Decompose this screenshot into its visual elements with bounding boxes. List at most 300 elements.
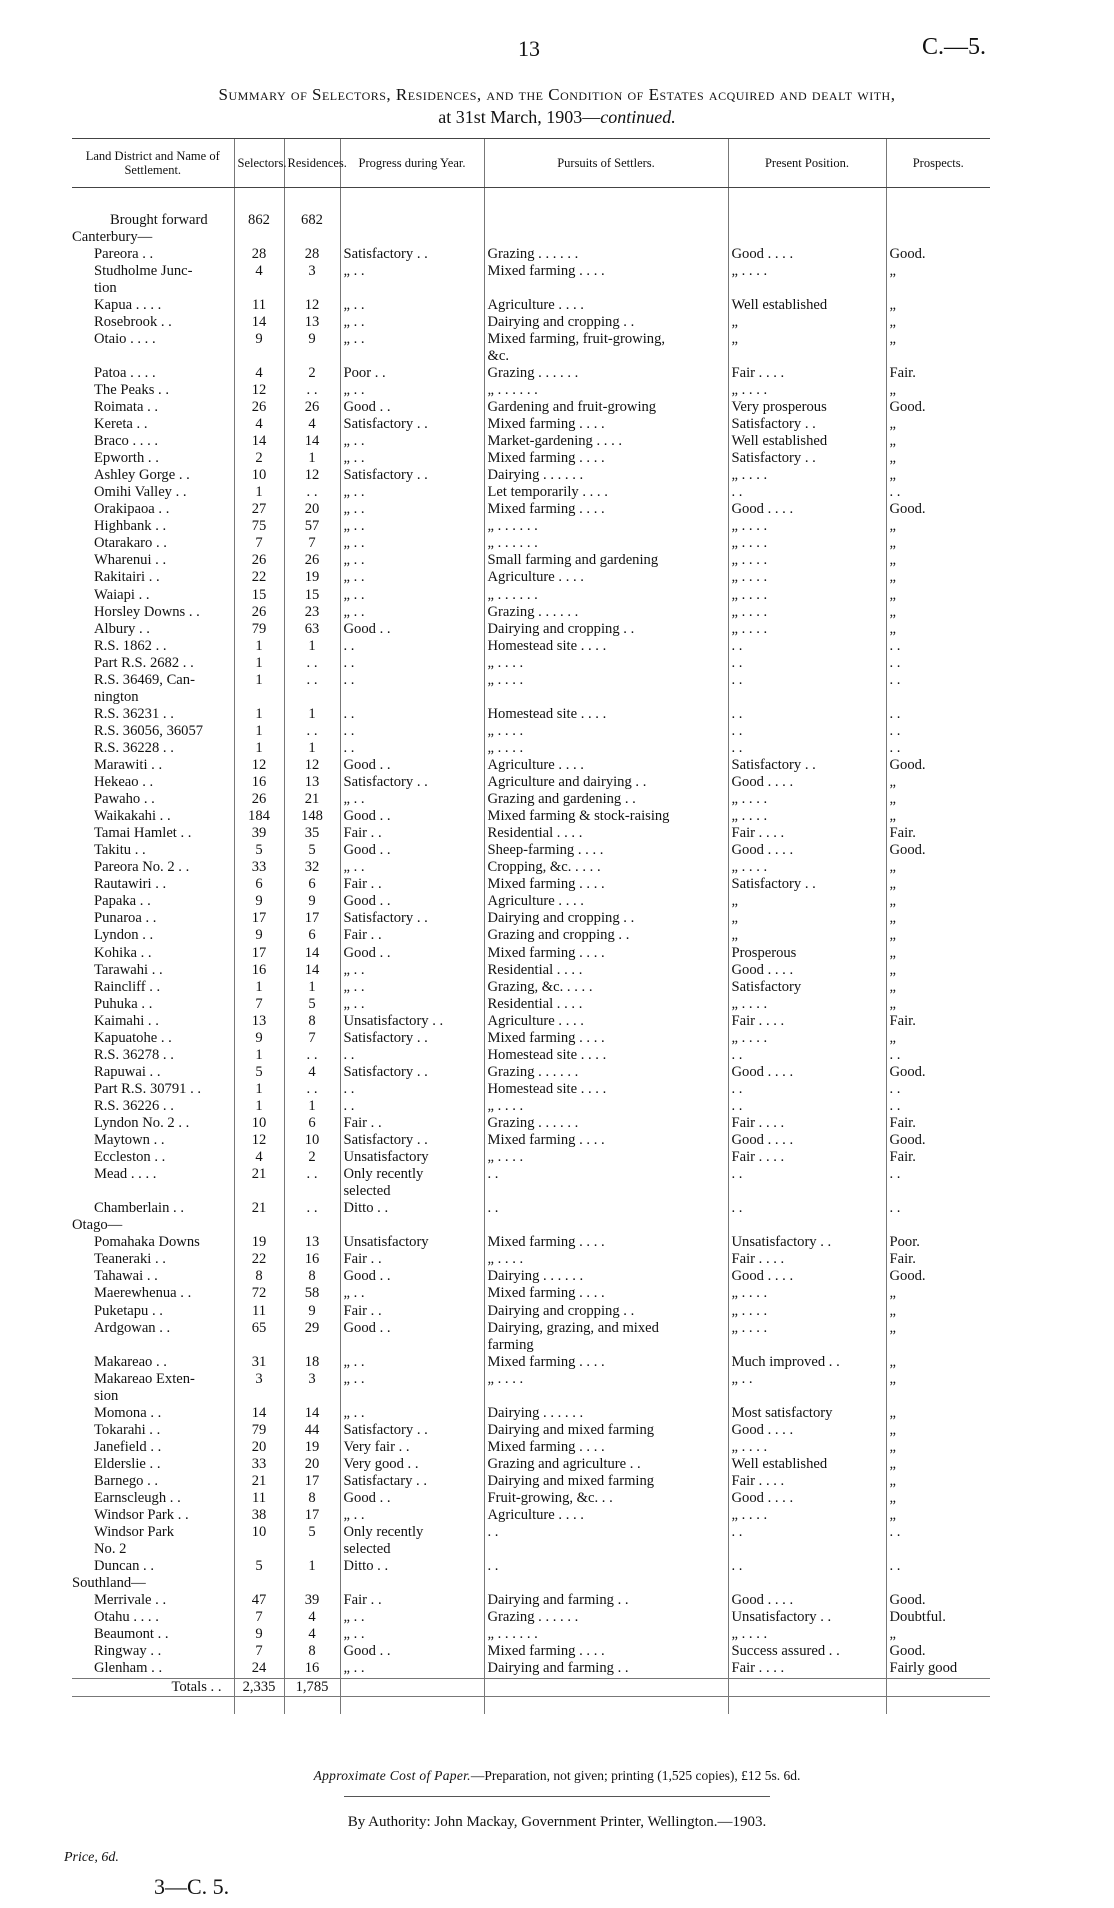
cell-residences: 148 — [284, 808, 340, 825]
cell-name: Pareora No. 2 . . — [94, 859, 190, 876]
cost-label: Approximate Cost of Paper. — [313, 1768, 471, 1783]
cell-progress: „ . . — [340, 604, 484, 621]
cell-pursuits — [484, 1575, 728, 1592]
cell-prospects: . . — [886, 1098, 990, 1115]
cell-position: Unsatisfactory . . — [728, 1234, 886, 1251]
cell-position: Good . . . . — [728, 1592, 886, 1609]
printer-authority: By Authority: John Mackay, Government Printer, Wellington.—1903. — [347, 1814, 767, 1830]
cell-prospects: . . — [886, 1166, 990, 1183]
cell-pursuits: „ . . . . . . — [484, 587, 728, 604]
cell-position: . . — [728, 1558, 886, 1575]
cell-pursuits: Agriculture . . . . — [484, 1507, 728, 1524]
cell-residences: 13 — [284, 314, 340, 331]
cell-prospects: „ — [886, 1456, 990, 1473]
cell-pursuits: „ . . . . — [484, 655, 728, 672]
title-date: at 31st March, 1903— — [438, 107, 601, 127]
cell-selectors: 184 — [234, 808, 284, 825]
cell-residences: 57 — [284, 518, 340, 535]
cell-selectors: 5 — [234, 1064, 284, 1081]
cell-residences: 8 — [284, 1490, 340, 1507]
table-row — [72, 314, 990, 331]
cell-position: Fair . . . . — [728, 825, 886, 842]
cell-position: Good . . . . — [728, 774, 886, 791]
cell-position — [728, 1217, 886, 1234]
cell-position: Satisfactory . . — [728, 450, 886, 467]
table-row — [72, 1490, 990, 1507]
cell-pursuits: Mixed farming & stock-raising — [484, 808, 728, 825]
cell-position: Unsatisfactory . . — [728, 1609, 886, 1626]
table-row — [72, 1558, 990, 1575]
cell-name: Ringway . . — [94, 1643, 162, 1660]
cell-position: „ . . . . — [728, 808, 886, 825]
table-row — [72, 1575, 990, 1592]
cell-selectors: 11 — [234, 297, 284, 314]
cell-progress: . . — [340, 706, 484, 723]
cell-selectors: 1 — [234, 740, 284, 757]
cell-selectors — [234, 348, 284, 365]
cell-progress: „ . . — [340, 518, 484, 535]
table-row — [72, 1320, 990, 1337]
cell-selectors: 22 — [234, 569, 284, 586]
cell-residences: 4 — [284, 1064, 340, 1081]
cell-name: Ardgowan . . — [94, 1319, 171, 1336]
col-header-land: Land District and Name of Settlement. — [72, 139, 234, 188]
footer-divider — [344, 1796, 770, 1797]
cell-pursuits: „ . . . . — [484, 740, 728, 757]
cell-progress: . . — [340, 655, 484, 672]
cell-name: Wharenui . . — [94, 552, 167, 569]
cell-pursuits: „ . . . . — [484, 1098, 728, 1115]
cell-position: Good . . . . — [728, 1268, 886, 1285]
cell-progress: Poor . . — [340, 365, 484, 382]
cell-residences: 14 — [284, 433, 340, 450]
cell-progress: Satisfactory . . — [340, 416, 484, 433]
table-body — [72, 188, 990, 1679]
cell-pursuits: Mixed farming . . . . — [484, 263, 728, 280]
cell-selectors: 12 — [234, 1132, 284, 1149]
cell-selectors: 47 — [234, 1592, 284, 1609]
table-row — [72, 212, 990, 229]
table-row — [72, 791, 990, 808]
cell-progress: Unsatisfactory — [340, 1149, 484, 1166]
cell-pursuits: Grazing . . . . . . — [484, 1609, 728, 1626]
cell-position: „ . . . . — [728, 791, 886, 808]
cell-position — [728, 689, 886, 706]
cell-position: Good . . . . — [728, 1132, 886, 1149]
cell-progress: Good . . — [340, 399, 484, 416]
table-row — [72, 604, 990, 621]
cell-position: . . — [728, 706, 886, 723]
cell-residences: 17 — [284, 1473, 340, 1490]
col-header-pursuits: Pursuits of Settlers. — [484, 139, 728, 188]
cell-selectors: 1 — [234, 1047, 284, 1064]
cell-progress — [340, 1217, 484, 1234]
cell-progress: Good . . — [340, 1268, 484, 1285]
cell-selectors: 12 — [234, 757, 284, 774]
cell-prospects: „ — [886, 1405, 990, 1422]
cell-residences: . . — [284, 1047, 340, 1064]
cell-residences: 1 — [284, 1558, 340, 1575]
cell-pursuits: Grazing and agriculture . . — [484, 1456, 728, 1473]
cell-name — [72, 1183, 234, 1200]
cell-pursuits — [484, 1388, 728, 1405]
cell-name: Barnego . . — [94, 1472, 159, 1489]
cell-position — [728, 212, 886, 229]
cell-name: Brought forward — [110, 211, 208, 228]
cell-prospects: „ — [886, 297, 990, 314]
table-row — [72, 910, 990, 927]
cell-progress: Good . . — [340, 893, 484, 910]
table-row — [72, 706, 990, 723]
cell-prospects: „ — [886, 1371, 990, 1388]
cell-prospects — [886, 229, 990, 246]
cell-position: . . — [728, 723, 886, 740]
cell-position: „ . . . . — [728, 552, 886, 569]
cell-prospects — [886, 280, 990, 297]
cell-position: Fair . . . . — [728, 1660, 886, 1678]
cell-prospects: „ — [886, 314, 990, 331]
cell-position: „ . . . . — [728, 587, 886, 604]
table-row — [72, 280, 990, 297]
cell-position: „ — [728, 927, 886, 944]
totals-label: Totals . . — [72, 1678, 234, 1696]
cell-pursuits: Market-gardening . . . . — [484, 433, 728, 450]
cell-progress: „ . . — [340, 501, 484, 518]
cell-pursuits: Homestead site . . . . — [484, 638, 728, 655]
cell-pursuits: Fruit-growing, &c. . . — [484, 1490, 728, 1507]
cell-name: Puketapu . . — [94, 1302, 163, 1319]
cell-selectors: 16 — [234, 962, 284, 979]
cell-residences: 44 — [284, 1422, 340, 1439]
cell-residences: 32 — [284, 859, 340, 876]
cell-prospects: Fair. — [886, 825, 990, 842]
cell-name: Pareora . . — [94, 245, 154, 262]
cell-selectors: 1 — [234, 979, 284, 996]
cell-residences: 6 — [284, 876, 340, 893]
cell-position: „ . . . . — [728, 1439, 886, 1456]
cell-name — [72, 1337, 234, 1354]
cell-position: „ . . . . — [728, 535, 886, 552]
cell-pursuits: „ . . . . . . — [484, 1626, 728, 1643]
table-row — [72, 876, 990, 893]
cell-progress: Only recently — [340, 1166, 484, 1183]
cell-selectors: 33 — [234, 859, 284, 876]
cell-selectors: 9 — [234, 893, 284, 910]
cell-residences: 15 — [284, 587, 340, 604]
cell-name: Eccleston . . — [94, 1149, 166, 1166]
table-row — [72, 672, 990, 689]
cell-selectors: 1 — [234, 672, 284, 689]
cell-residences: 4 — [284, 416, 340, 433]
cell-prospects — [886, 689, 990, 706]
cell-pursuits: Agriculture and dairying . . — [484, 774, 728, 791]
cell-residences: 6 — [284, 1115, 340, 1132]
cell-prospects: „ — [886, 945, 990, 962]
table-row — [72, 1422, 990, 1439]
cell-progress: „ . . — [340, 552, 484, 569]
cell-progress: „ . . — [340, 331, 484, 348]
cell-progress: „ . . — [340, 1626, 484, 1643]
cell-name: Momona . . — [94, 1404, 162, 1421]
cell-prospects — [886, 1541, 990, 1558]
cell-pursuits: Dairying . . . . . . — [484, 1405, 728, 1422]
cell-position: . . — [728, 1166, 886, 1183]
cell-selectors — [234, 1541, 284, 1558]
cell-selectors: 10 — [234, 1115, 284, 1132]
cell-selectors: 6 — [234, 876, 284, 893]
table-row — [72, 893, 990, 910]
cell-residences: . . — [284, 382, 340, 399]
cell-residences: . . — [284, 1166, 340, 1183]
cell-progress: Very good . . — [340, 1456, 484, 1473]
cell-progress: „ . . — [340, 1354, 484, 1371]
cell-progress — [340, 689, 484, 706]
cell-progress: . . — [340, 740, 484, 757]
cell-prospects: „ — [886, 979, 990, 996]
cell-position: „ . . . . — [728, 518, 886, 535]
table-row — [72, 1626, 990, 1643]
cell-position: Good . . . . — [728, 1422, 886, 1439]
cell-pursuits: Residential . . . . — [484, 825, 728, 842]
cell-pursuits: Agriculture . . . . — [484, 1013, 728, 1030]
cell-residences: 28 — [284, 246, 340, 263]
cell-progress: „ . . — [340, 1507, 484, 1524]
cell-name: sion — [94, 1387, 119, 1404]
cell-selectors: 7 — [234, 1643, 284, 1660]
cell-residences: 9 — [284, 331, 340, 348]
cell-name: Rautawiri . . — [94, 876, 167, 893]
cell-position: Very prosperous — [728, 399, 886, 416]
cell-progress: „ . . — [340, 433, 484, 450]
cell-progress — [340, 1575, 484, 1592]
cell-progress: „ . . — [340, 1405, 484, 1422]
cell-selectors — [234, 1183, 284, 1200]
cell-pursuits: Mixed farming . . . . — [484, 450, 728, 467]
cell-position: Much improved . . — [728, 1354, 886, 1371]
cell-pursuits: Mixed farming . . . . — [484, 1132, 728, 1149]
table-row — [72, 1337, 990, 1354]
cell-position: . . — [728, 1524, 886, 1541]
cell-position — [728, 1388, 886, 1405]
cell-residences: 20 — [284, 501, 340, 518]
cell-progress: Satisfactory . . — [340, 1030, 484, 1047]
cell-position: „ — [728, 314, 886, 331]
table-row — [72, 1200, 990, 1217]
cell-residences: 35 — [284, 825, 340, 842]
cell-name: R.S. 1862 . . — [94, 637, 167, 654]
cell-residences: 4 — [284, 1626, 340, 1643]
cell-progress: Satisfactary . . — [340, 1473, 484, 1490]
table-row — [72, 535, 990, 552]
table-row — [72, 1456, 990, 1473]
table-row — [72, 1064, 990, 1081]
cell-prospects: „ — [886, 535, 990, 552]
cell-progress: Ditto . . — [340, 1558, 484, 1575]
cell-selectors: 20 — [234, 1439, 284, 1456]
cell-name: Tamai Hamlet . . — [94, 825, 192, 842]
cell-pursuits: Grazing . . . . . . — [484, 365, 728, 382]
cell-selectors: 7 — [234, 535, 284, 552]
cell-selectors: 27 — [234, 501, 284, 518]
cell-selectors: 7 — [234, 1609, 284, 1626]
cell-residences: 14 — [284, 945, 340, 962]
cell-progress — [340, 1337, 484, 1354]
table-row — [72, 1592, 990, 1609]
table-row — [72, 1473, 990, 1490]
cell-pursuits: „ . . . . — [484, 1149, 728, 1166]
cell-residences: 8 — [284, 1643, 340, 1660]
settlement-summary-table — [72, 138, 990, 1714]
cell-name: tion — [94, 279, 117, 296]
table-row — [72, 1115, 990, 1132]
cell-name: Kapuatohe . . — [94, 1029, 172, 1046]
cell-prospects: . . — [886, 484, 990, 501]
cell-selectors: 5 — [234, 842, 284, 859]
cell-name: Braco . . . . — [94, 433, 159, 450]
table-row — [72, 1234, 990, 1251]
cell-prospects: „ — [886, 604, 990, 621]
cell-position: „ — [728, 331, 886, 348]
cell-name: Otago— — [72, 1217, 123, 1234]
cell-residences: 63 — [284, 621, 340, 638]
table-row — [72, 842, 990, 859]
table-row — [72, 1081, 990, 1098]
cell-position: „ . . — [728, 1371, 886, 1388]
cell-selectors: 8 — [234, 1268, 284, 1285]
cell-name: Papaka . . — [94, 893, 151, 910]
table-row — [72, 945, 990, 962]
cell-prospects: . . — [886, 1200, 990, 1217]
cell-selectors: 12 — [234, 382, 284, 399]
cell-progress: Unsatisfactory — [340, 1234, 484, 1251]
cell-prospects: Fair. — [886, 1251, 990, 1268]
cell-pursuits: Residential . . . . — [484, 996, 728, 1013]
cell-selectors — [234, 1337, 284, 1354]
cell-residences: 23 — [284, 604, 340, 621]
cell-residences: 3 — [284, 263, 340, 280]
cell-name: Kapua . . . . — [94, 296, 162, 313]
cell-prospects: Fair. — [886, 1013, 990, 1030]
cell-progress: „ . . — [340, 859, 484, 876]
cell-prospects: Good. — [886, 1643, 990, 1660]
cell-prospects: „ — [886, 808, 990, 825]
totals-residences: 1,785 — [284, 1678, 340, 1696]
cell-name: Canterbury— — [72, 228, 153, 245]
col-header-residences: Residences. — [284, 139, 340, 188]
cell-prospects: . . — [886, 1524, 990, 1541]
cell-residences: . . — [284, 723, 340, 740]
cell-prospects: Good. — [886, 1268, 990, 1285]
totals-selectors: 2,335 — [234, 1678, 284, 1696]
cell-pursuits: „ . . . . . . — [484, 535, 728, 552]
table-row — [72, 808, 990, 825]
cell-position: „ . . . . — [728, 263, 886, 280]
cell-selectors: 1 — [234, 655, 284, 672]
cell-pursuits: „ . . . . . . — [484, 518, 728, 535]
cell-name: Lyndon . . — [94, 927, 154, 944]
table-row — [72, 1609, 990, 1626]
cell-name: Otahu . . . . — [94, 1609, 159, 1626]
cell-pursuits: Grazing and gardening . . — [484, 791, 728, 808]
cell-selectors: 15 — [234, 587, 284, 604]
cell-progress: Fair . . — [340, 876, 484, 893]
cell-prospects: Fair. — [886, 1115, 990, 1132]
table-row — [72, 1013, 990, 1030]
cell-selectors: 19 — [234, 1234, 284, 1251]
cell-position — [728, 1541, 886, 1558]
cell-residences: 26 — [284, 552, 340, 569]
cell-progress — [340, 1388, 484, 1405]
cell-progress: Fair . . — [340, 1592, 484, 1609]
table-row — [72, 740, 990, 757]
cell-prospects — [886, 1388, 990, 1405]
col-header-prospects: Prospects. — [886, 139, 990, 188]
table-row — [72, 1217, 990, 1234]
cell-prospects: . . — [886, 672, 990, 689]
cell-pursuits — [484, 280, 728, 297]
cell-prospects: Good. — [886, 1064, 990, 1081]
cell-residences: 12 — [284, 757, 340, 774]
cell-progress: Fair . . — [340, 825, 484, 842]
cell-selectors: 17 — [234, 910, 284, 927]
cell-prospects: „ — [886, 552, 990, 569]
cell-position: „ . . . . — [728, 467, 886, 484]
cell-position: Most satisfactory — [728, 1405, 886, 1422]
cell-prospects: „ — [886, 927, 990, 944]
table-row — [72, 569, 990, 586]
cell-progress: Satisfactory . . — [340, 467, 484, 484]
cell-position: . . — [728, 638, 886, 655]
cell-name: Orakipaoa . . — [94, 501, 170, 518]
table-header-row — [72, 139, 990, 188]
cell-progress: . . — [340, 1098, 484, 1115]
cell-prospects: „ — [886, 859, 990, 876]
cell-pursuits: Mixed farming . . . . — [484, 876, 728, 893]
cell-progress: Fair . . — [340, 927, 484, 944]
cell-name: Elderslie . . — [94, 1455, 161, 1472]
table-row — [72, 331, 990, 348]
cell-name: R.S. 36278 . . — [94, 1046, 174, 1063]
cell-selectors: 1 — [234, 1098, 284, 1115]
cell-prospects: . . — [886, 655, 990, 672]
cell-selectors: 21 — [234, 1473, 284, 1490]
cell-pursuits: Mixed farming . . . . — [484, 1285, 728, 1302]
cell-pursuits: Mixed farming . . . . — [484, 1030, 728, 1047]
cell-position: Fair . . . . — [728, 1013, 886, 1030]
cell-pursuits: &c. — [484, 348, 728, 365]
cell-progress: Good . . — [340, 808, 484, 825]
cell-position: . . — [728, 655, 886, 672]
table-spacer-row — [72, 188, 990, 212]
cell-progress — [340, 280, 484, 297]
totals-row — [72, 1678, 990, 1696]
table-row — [72, 263, 990, 280]
cell-prospects: Good. — [886, 1132, 990, 1149]
cell-residences: 16 — [284, 1251, 340, 1268]
cell-prospects: „ — [886, 467, 990, 484]
table-row — [72, 1149, 990, 1166]
cell-position: . . — [728, 484, 886, 501]
table-row — [72, 1507, 990, 1524]
cell-position: „ . . . . — [728, 1626, 886, 1643]
cell-selectors — [234, 229, 284, 246]
cell-selectors: 65 — [234, 1320, 284, 1337]
cell-selectors: 4 — [234, 416, 284, 433]
cell-position — [728, 229, 886, 246]
cell-prospects — [886, 1337, 990, 1354]
cell-name: Hekeao . . — [94, 774, 154, 791]
cell-progress: Fair . . — [340, 1303, 484, 1320]
